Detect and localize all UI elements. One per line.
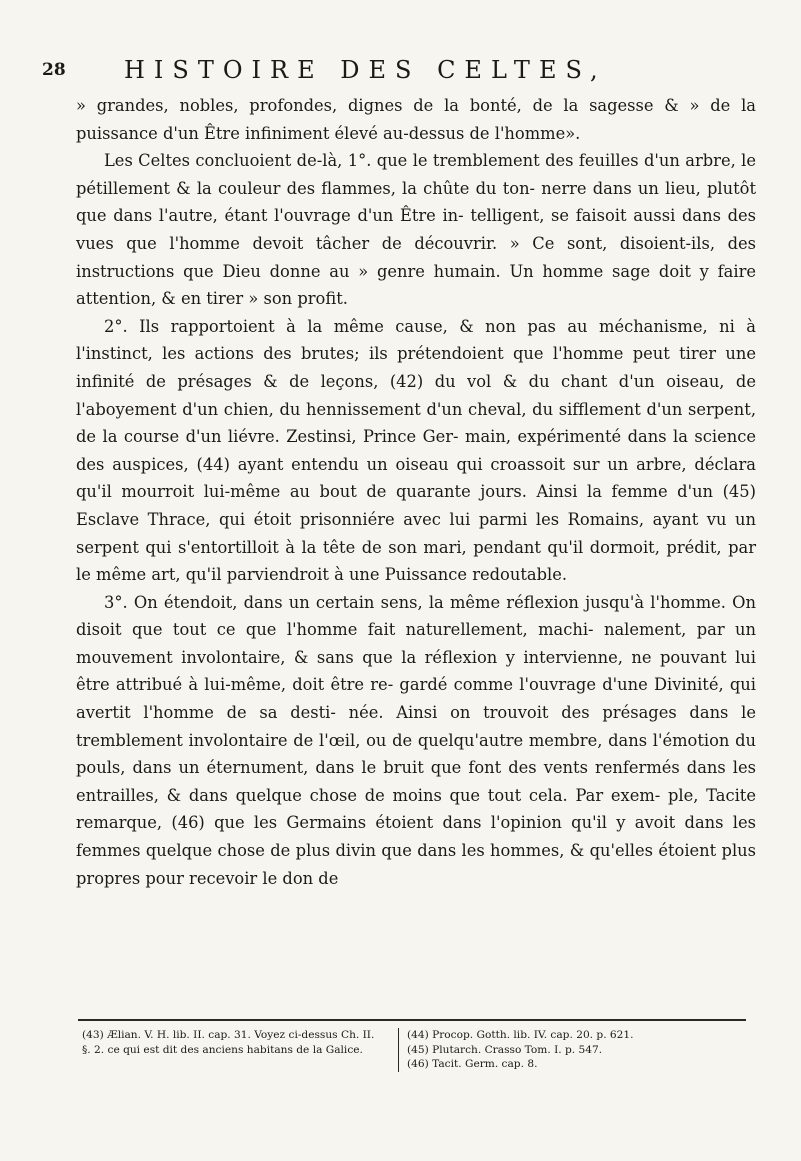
- main-text: [76, 92, 756, 892]
- footnote-divider: [78, 1019, 746, 1021]
- footnote-44: (44) Procop. Gotth. lib. IV. cap. 20. p. 621.: [407, 1029, 634, 1041]
- footnotes-right-column: [398, 1028, 755, 1072]
- page-number: 28: [42, 60, 66, 80]
- footnote-45: (45) Plutarch. Crasso Tom. I. p. 547.: [407, 1043, 603, 1056]
- paragraph-3: 3°. On étendoit, dans un certain sens, la même réflexion jusqu'à l'homme. On disoit que tout ce que l'homme fait naturellement, machi- nalement, par un mouvement involontaire, & sans que la réflexion y intervienne, ne pouvant lui être attribué à lui-même, doit être re- gardé comme l'ouvrage d'une Divinité, qui avertit l'homme de sa desti- née. Ainsi on trouvoit des présages dans le tremblement involontaire de l'œil, ou de quelqu'autre membre, dans l'émotion du pouls, dans un éternument, dans le bruit que font des vents renfermés dans les entrailles, & dans quelque chose de moins que tout cela. Par exem- ple, Tacite remarque, (46) que les Germains étoient dans l'opinion qu'il y avoit dans les femmes quelque chose de plus divin que dans les hommes, & qu'elles étoient plus propres pour recevoir le don de: [76, 592, 756, 888]
- paragraph-continuation: » grandes, nobles, profondes, dignes de la bonté, de la sagesse & » de la puissance d'un Être infiniment élevé au-dessus de l'homme».: [76, 96, 756, 143]
- page-header: [42, 58, 742, 94]
- paragraph-1: Les Celtes concluoient de-là, 1°. que le tremblement des feuilles d'un arbre, le pétillement & la couleur des flammes, la chûte du ton- nerre dans un lieu, plutôt que dans l'autre, étant l'ouvrage d'un Être in- telligent, se faisoit aussi dans des vues que l'homme devoit tâcher de découvrir. » Ce sont, disoient-ils, des instructions que Dieu donne au » genre humain. Un homme sage doit y faire attention, & en tirer » son profit.: [76, 151, 756, 309]
- footnotes-left-column: [82, 1028, 380, 1057]
- paragraph-2: 2°. Ils rapportoient à la même cause, & non pas au méchanisme, ni à l'instinct, les actions des brutes; ils prétendoient que l'homme peut tirer une infinité de présages & de leçons, (42) du vol & du chant d'un oiseau, de l'aboyement d'un chien, du hennissement d'un cheval, du sifflement d'un serpent, de la course d'un liévre. Zestinsi, Prince Ger- main, expérimenté dans la science des auspices, (44) ayant entendu un oiseau qui croassoit sur un arbre, déclara qu'il mourroit lui-même au bout de quarante jours. Ainsi la femme d'un (45) Esclave Thrace, qui étoit prisonniére avec lui parmi les Romains, ayant vu un serpent qui s'entortilloit à la tête de son mari, pendant qu'il dormoit, prédit, par le même art, qu'il parviendroit à une Puissance redoutable.: [76, 316, 756, 585]
- footnote-46: (46) Tacit. Germ. cap. 8.: [407, 1058, 538, 1070]
- footnote-43: (43) Ælian. V. H. lib. II. cap. 31. Voyez ci-dessus Ch. II. §. 2. ce qui est dit des anciens habitans de la Galice.: [82, 1029, 375, 1056]
- running-title: HISTOIRE DES CELTES,: [124, 56, 607, 84]
